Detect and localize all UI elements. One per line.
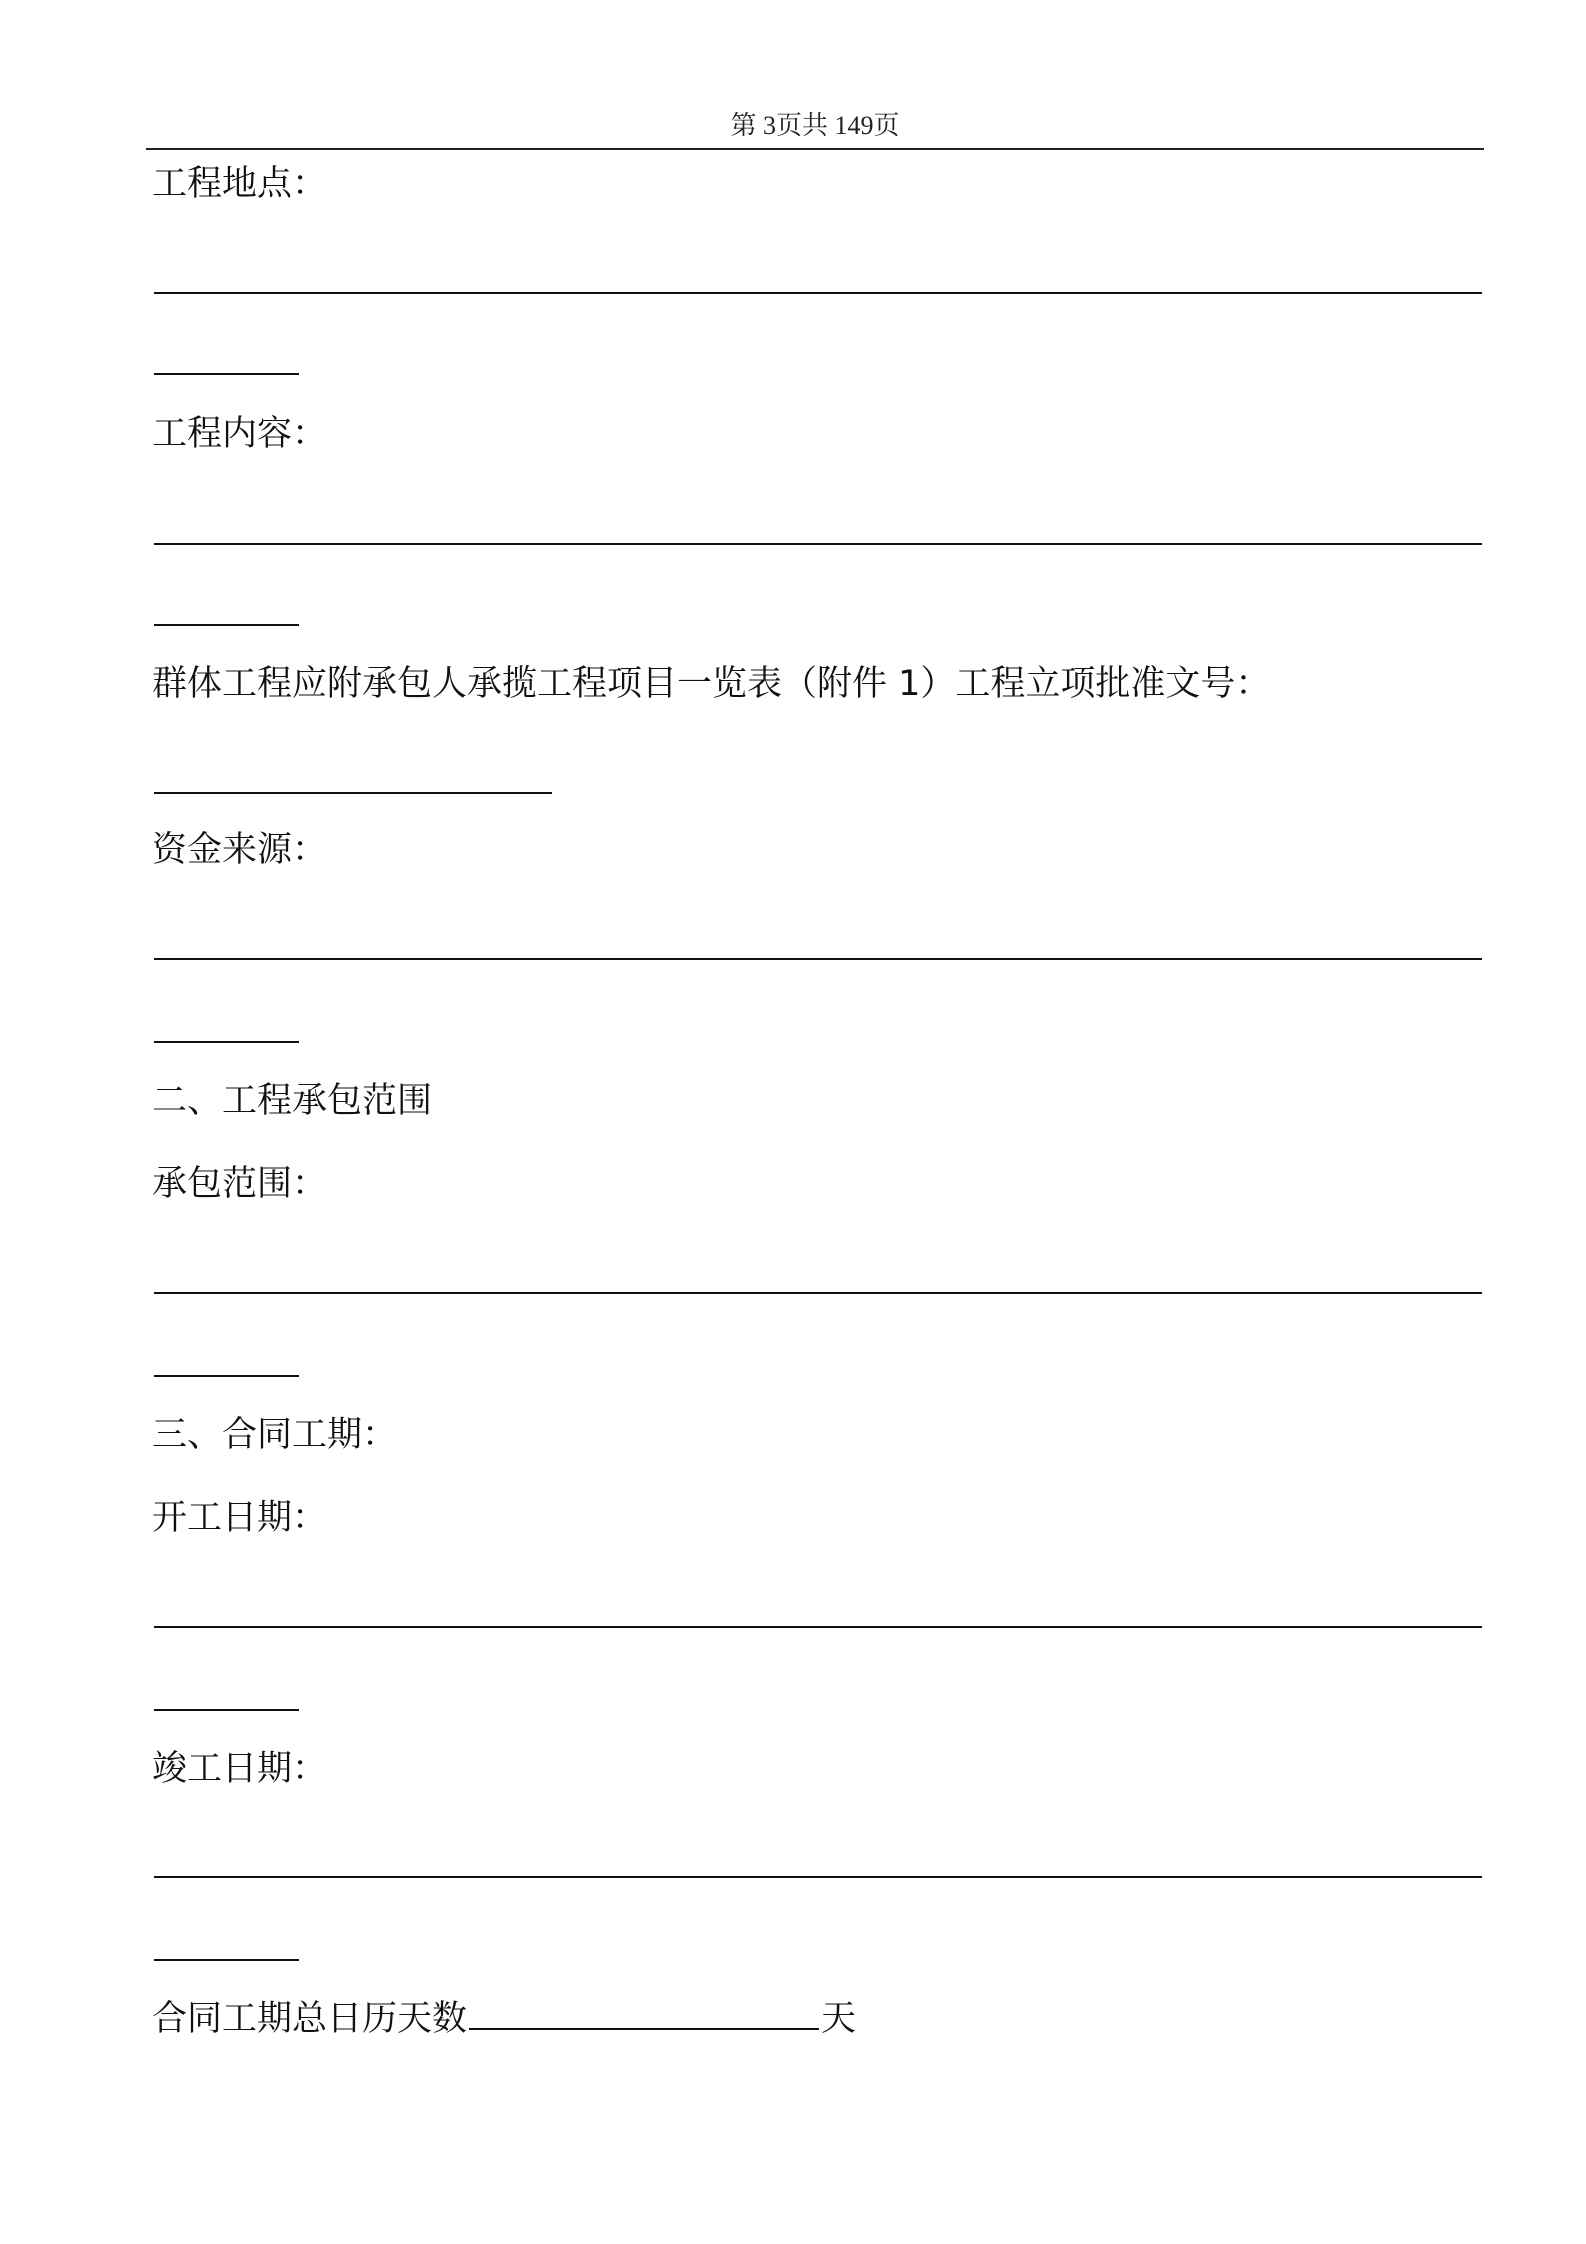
scope-label: 承包范围： bbox=[152, 1164, 328, 1204]
funding-source-blank-line-2[interactable] bbox=[154, 1041, 299, 1043]
page-indicator: 第 3页共 149页 bbox=[730, 111, 900, 140]
scope-blank-line-2[interactable] bbox=[154, 1375, 299, 1377]
funding-source-blank-line-1[interactable] bbox=[154, 958, 1482, 960]
section-2-heading: 二、工程承包范围 bbox=[152, 1081, 433, 1121]
section-3-heading: 三、合同工期： bbox=[152, 1415, 398, 1455]
project-location-label: 工程地点： bbox=[152, 164, 328, 204]
project-location-blank-line-1[interactable] bbox=[154, 292, 1482, 294]
total-days-suffix: 天 bbox=[821, 1999, 857, 2039]
total-days-row bbox=[152, 1995, 856, 2043]
project-content-label: 工程内容： bbox=[152, 414, 328, 454]
total-days-prefix: 合同工期总日历天数 bbox=[152, 1999, 468, 2039]
project-content-blank-line-2[interactable] bbox=[154, 624, 299, 626]
start-date-blank-line-1[interactable] bbox=[154, 1626, 1482, 1628]
approval-number-blank-line[interactable] bbox=[154, 792, 552, 794]
completion-date-label: 竣工日期： bbox=[152, 1749, 328, 1789]
page-header bbox=[146, 104, 1484, 150]
completion-date-blank-line-1[interactable] bbox=[154, 1876, 1482, 1878]
project-content-blank-line-1[interactable] bbox=[154, 543, 1482, 545]
funding-source-label: 资金来源： bbox=[152, 830, 328, 870]
group-project-note-label: 群体工程应附承包人承揽工程项目一览表（附件 1）工程立项批准文号： bbox=[152, 664, 1271, 704]
start-date-blank-line-2[interactable] bbox=[154, 1709, 299, 1711]
start-date-label: 开工日期： bbox=[152, 1498, 328, 1538]
completion-date-blank-line-2[interactable] bbox=[154, 1959, 299, 1961]
scope-blank-line-1[interactable] bbox=[154, 1292, 1482, 1294]
project-location-blank-line-2[interactable] bbox=[154, 373, 299, 375]
total-days-blank[interactable] bbox=[469, 2028, 819, 2030]
